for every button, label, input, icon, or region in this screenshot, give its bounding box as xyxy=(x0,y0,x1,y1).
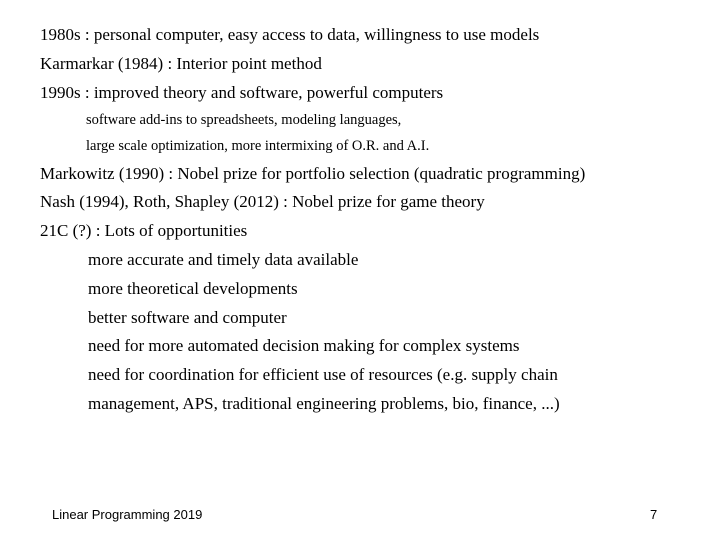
text-line-nash: Nash (1994), Roth, Shapley (2012) : Nobel prize for game theory xyxy=(40,192,485,211)
item-line-coordination: need for coordination for efficient use of resources (e.g. supply chain xyxy=(88,365,558,384)
text-line-1980s: 1980s : personal computer, easy access to data, willingness to use models xyxy=(40,25,540,44)
text-line-1990s: 1990s : improved theory and software, powerful computers xyxy=(40,83,444,102)
page-number: 7 xyxy=(650,507,658,522)
text-line-markowitz: Markowitz (1990) : Nobel prize for portfolio selection (quadratic programming) xyxy=(40,164,586,183)
text-line-karmarkar: Karmarkar (1984) : Interior point method xyxy=(40,54,322,73)
item-line-automated: need for more automated decision making for complex systems xyxy=(88,336,520,355)
item-line-accurate-data: more accurate and timely data available xyxy=(88,250,359,269)
item-line-theoretical: more theoretical developments xyxy=(88,279,298,298)
sub-line-software-addins: software add-ins to spreadsheets, modeling languages, xyxy=(86,112,402,128)
item-line-software: better software and computer xyxy=(88,308,287,327)
item-line-management: management, APS, traditional engineering problems, bio, finance, ...) xyxy=(88,394,560,413)
footer-title: Linear Programming 2019 xyxy=(52,507,203,522)
text-line-21c: 21C (?) : Lots of opportunities xyxy=(40,221,248,240)
sub-line-large-scale: large scale optimization, more intermixing of O.R. and A.I. xyxy=(86,138,430,154)
